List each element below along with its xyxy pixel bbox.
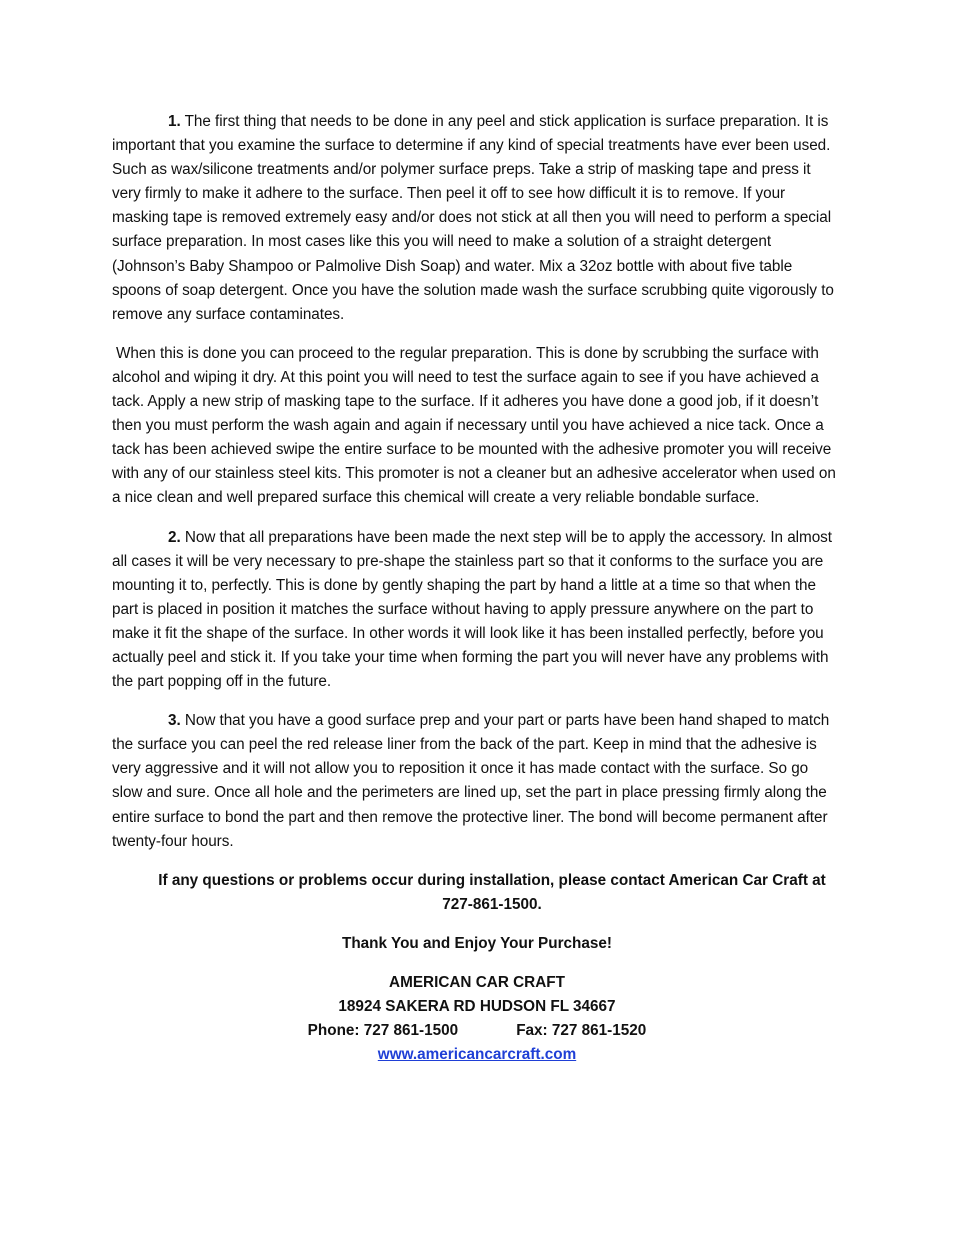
regular-preparation-text: When this is done you can proceed to the regular preparation. This is done by scrubbing the surface with alcohol and wiping it dry. At this point you will need to test the surface again to see if you have achieved a tack. Apply a new strip of masking tape to the surface. If it adheres you have done a good job, if it doesn’t then you must perform the wash again and again if necessary until you have achieved a nice tack. Once a tack has been achieved swipe the entire surface to be mounted with the adhesive promoter you will receive with any of our stainless steel kits. This promoter is not a cleaner but an adhesive accelerator when used on a nice clean and well prepared surface this chemical will create a very reliable bondable surface. bbox=[112, 344, 836, 507]
step-3-text: Now that you have a good surface prep and your part or parts have been hand shaped to match the surface you can peel the red release liner from the back of the part. Keep in mind that the adhesive is very aggressive and it will not allow you to reposition it once it has made contact with the surface. So go slow and sure. Once all hole and the perimeters are lined up, set the part in place pressing firmly along the entire surface to bond the part and then remove the protective liner. The bond will become permanent after twenty-four hours. bbox=[112, 712, 830, 850]
step-3-paragraph bbox=[112, 709, 842, 854]
regular-preparation-paragraph bbox=[112, 342, 842, 511]
company-footer bbox=[112, 971, 842, 1067]
contact-note: If any questions or problems occur during installation, please contact American Car Craft at 727-861-1500. bbox=[158, 871, 826, 913]
phone-number: Phone: 727 861-1500 bbox=[307, 1022, 459, 1040]
step-2-number: 2. bbox=[168, 528, 181, 546]
step-1-text: The first thing that needs to be done in any peel and stick application is surface preparation. It is important that you examine the surface to determine if any kind of special treatments have ever been used. Such as wax/silicone treatments and/or polymer surface preps. Take a strip of masking tape and press it very firmly to make it adhere to the surface. Then peel it off to see how difficult it is to remove. If your masking tape is removed extremely easy and/or does not stick at all then you will need to perform a special surface preparation. In most cases like this you will need to make a solution of a straight detergent (Johnson’s Baby Shampoo or Palmolive Dish Soap) and water. Mix a 32oz bottle with about five table spoons of soap detergent. Once you have the solution made wash the surface scrubbing quite vigorously to remove any surface contaminates. bbox=[112, 113, 834, 323]
company-name: AMERICAN CAR CRAFT bbox=[389, 974, 565, 991]
website-line bbox=[112, 1043, 842, 1067]
step-3-number: 3. bbox=[168, 712, 181, 730]
phone-fax-line bbox=[112, 1019, 842, 1043]
step-1-paragraph bbox=[112, 110, 842, 327]
step-2-text: Now that all preparations have been made the next step will be to apply the accessory. In almost all cases it will be very necessary to pre-shape the stainless part so that it conforms to the surface you are mounting it to, perfectly. This is done by gently shaping the part by hand a little at a time so that when the part is placed in position it matches the surface without having to apply pressure anywhere on the part to make it fit the shape of the surface. In other words it will look like it has been installed perfectly, before you actually peel and stick it. If you take your time when forming the part you will never have any problems with the part popping off in the future. bbox=[112, 528, 832, 691]
step-1-number: 1. bbox=[168, 113, 181, 130]
thank-you-line: Thank You and Enjoy Your Purchase! bbox=[341, 934, 613, 952]
step-2-paragraph bbox=[112, 526, 842, 695]
fax-number: Fax: 727 861-1520 bbox=[516, 1022, 647, 1040]
website-link[interactable]: www.americancarcraft.com bbox=[377, 1046, 577, 1064]
company-address: 18924 SAKERA RD HUDSON FL 34667 bbox=[338, 998, 616, 1016]
